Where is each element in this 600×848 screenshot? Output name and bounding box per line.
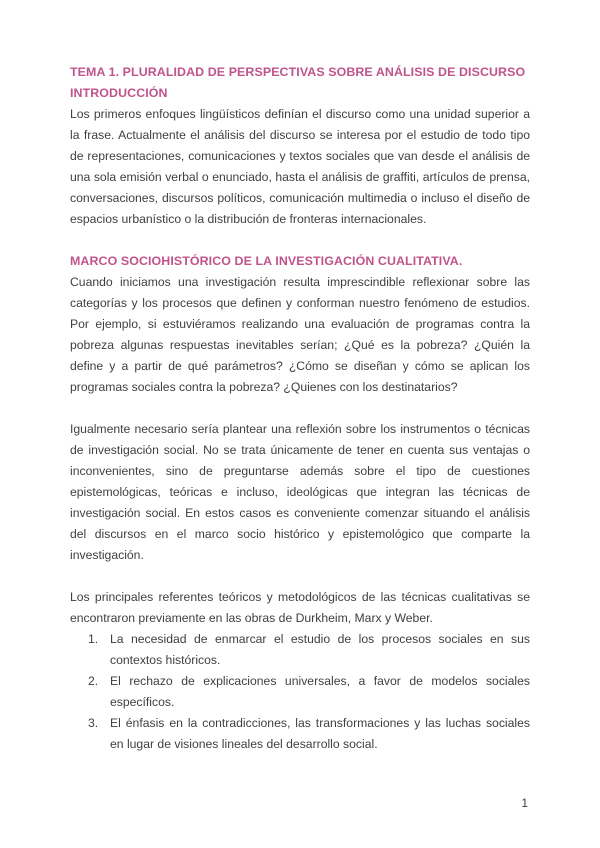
paragraph-research-categories: Cuando iniciamos una investigación resulta imprescindible reflexionar sobre las categorías y los procesos que definen y conforman nuestro fenómeno de estudios. Por ejemplo, si estuviéramos realizando una evaluación de programas contra la pobreza algunas respuestas inevitables serían; ¿Qué es la pobreza? ¿Quién la define y a partir de qué parámetros? ¿Cómo se diseñan y cómo se aplican los programas sociales contra la pobreza? ¿Quienes con los destinatarios? [70, 275, 530, 394]
paragraph-theoretical-referents: Los principales referentes teóricos y metodológicos de las técnicas cualitativas se encontraron previamente en las obras de Durkheim, Marx y Weber. [70, 590, 530, 625]
list-item [70, 671, 530, 713]
list-item-text: El rechazo de explicaciones universales, a favor de modelos sociales específicos. [110, 674, 530, 709]
paragraph-techniques-reflection: Igualmente necesario sería plantear una reflexión sobre los instrumentos o técnicas de investigación social. No se trata únicamente de tener en cuenta sus ventajas o inconvenientes, sino de preguntarse además sobre el tipo de cuestiones epistemológicas, teóricas e incluso, ideológicas que integran las técnicas de investigación social. En estos casos es conveniente comenzar situando el análisis del discursos en el marco socio histórico y epistemológico que comparte la investigación. [70, 422, 530, 562]
list-item [70, 713, 530, 755]
referents-list [70, 629, 530, 755]
intro-paragraph: Los primeros enfoques lingüísticos definían el discurso como una unidad superior a la frase. Actualmente el análisis del discurso se interesa por el estudio de todo tipo de representaciones, comunicaciones y textos sociales que van desde el análisis de una sola emisión verbal o enunciado, hasta el análisis de graffiti, artículos de prensa, conversaciones, discursos políticos, comunicación multimedia o incluso el diseño de espacios urbanístico o la distribución de fronteras internacionales. [70, 107, 530, 226]
list-item-number: 2. [88, 674, 99, 688]
list-item-number: 1. [88, 632, 99, 646]
page-number: 1 [521, 796, 528, 810]
list-item-number: 3. [88, 716, 99, 730]
document-title: TEMA 1. PLURALIDAD DE PERSPECTIVAS SOBRE ANÁLISIS DE DISCURSO [70, 65, 526, 79]
list-item [70, 629, 530, 671]
section-heading: MARCO SOCIOHISTÓRICO DE LA INVESTIGACIÓN CUALITATIVA. [70, 254, 463, 268]
intro-heading: INTRODUCCIÓN [70, 86, 168, 100]
list-item-text: La necesidad de enmarcar el estudio de los procesos sociales en sus contextos históricos. [110, 632, 530, 667]
list-item-text: El énfasis en la contradicciones, las transformaciones y las luchas sociales en lugar de visiones lineales del desarrollo social. [110, 716, 530, 751]
